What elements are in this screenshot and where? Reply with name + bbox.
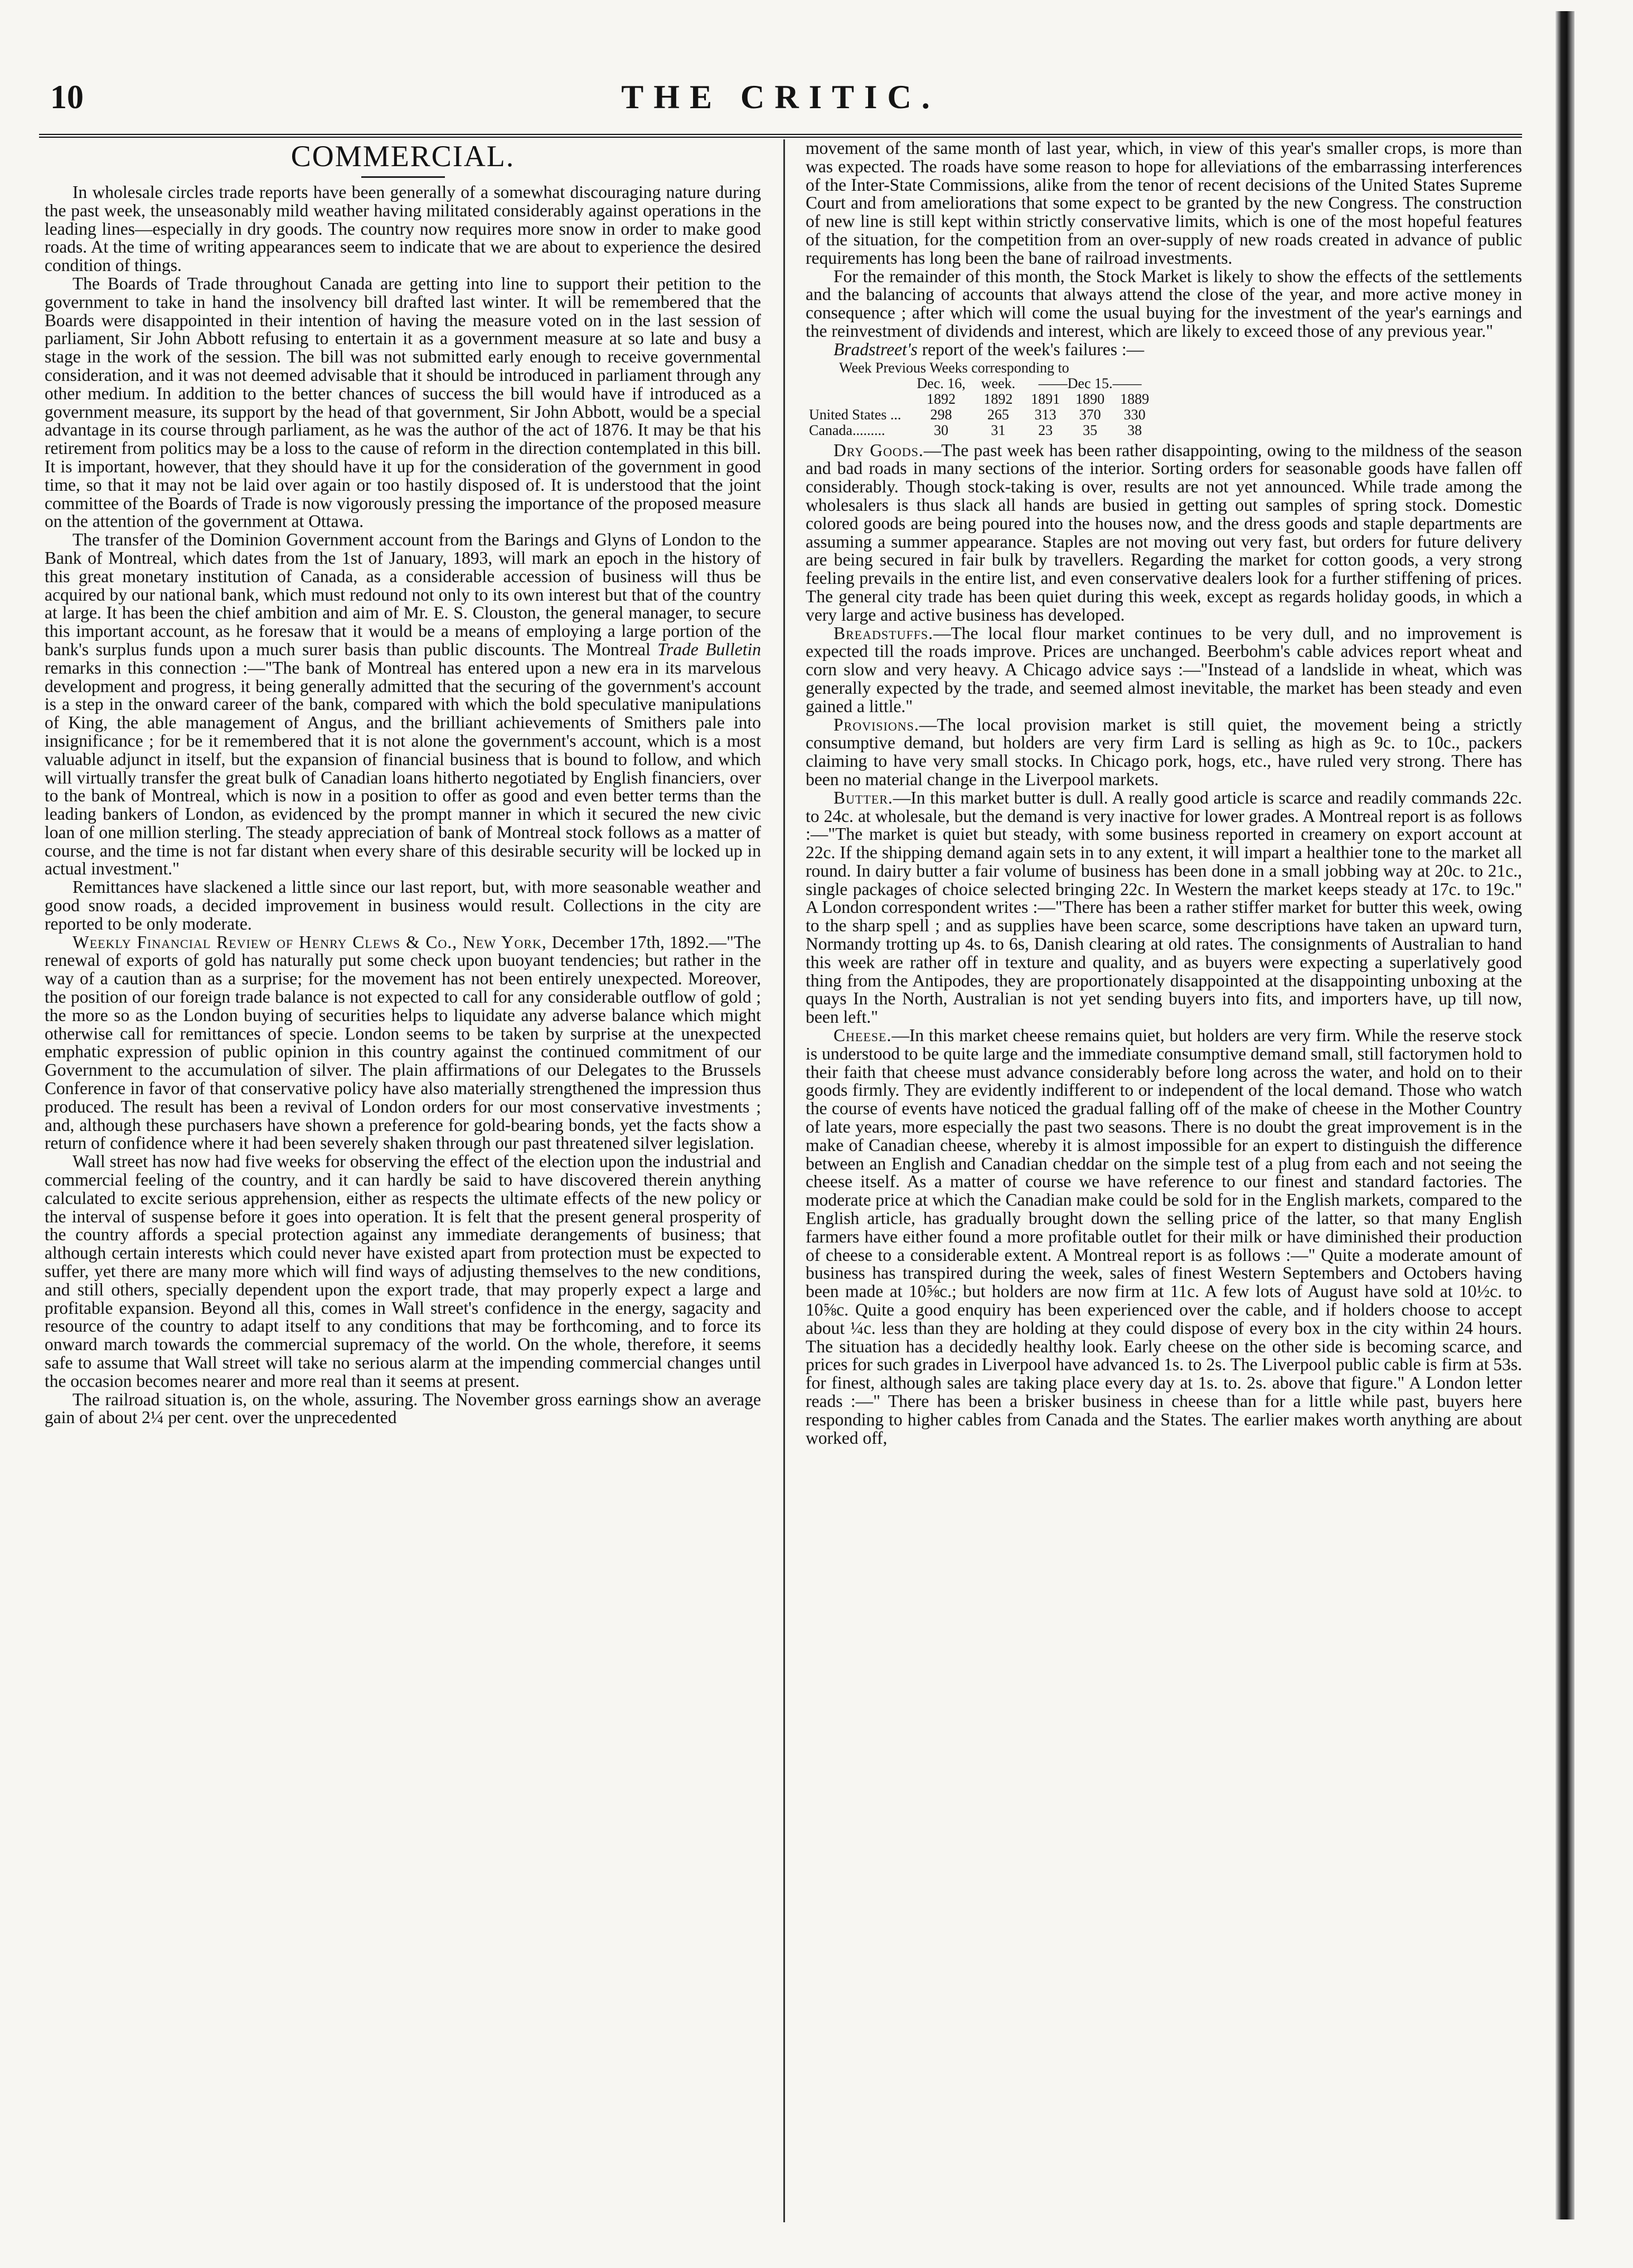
page-binding-edge bbox=[1556, 11, 1574, 2219]
subsection-head: Cheese. bbox=[834, 1026, 892, 1046]
table-subhead: Dec. 16, bbox=[917, 375, 966, 391]
paragraph bbox=[45, 531, 761, 878]
table-row-label: Canada......... bbox=[809, 422, 885, 438]
table-cell: 31 bbox=[991, 422, 1006, 438]
table-cell: 38 bbox=[1127, 422, 1142, 438]
left-column bbox=[45, 139, 761, 2222]
paragraph: Wall street has now had five weeks for observing the effect of the election upon the industrial and commercial feeling of the country, and it can hardly be said to have discovered therein anything calculated to excite serious apprehension, either as respects the ultimate effects of the new policy or the interval of suspense before it goes into operation. It is felt that the present general prosperity of the country affords a special protection against any immediate derangements of business; that although certain interests which could never have existed apart from protection must be expected to suffer, yet there are many more which will find ways of adjusting themselves to the new conditions, and still others, specially dependent upon the export trade, that may properly expect a large and profitable expansion. Beyond all this, comes in Wall street's confidence in the energy, sagacity and resource of the country to adapt itself to any conditions that may be forthcoming, and to force its onward march towards the commercial supremacy of the world. On the whole, therefore, it seems safe to assume that Wall street will take no serious alarm at the impending commercial changes until the occasion becomes nearer and more real than it seems at present. bbox=[45, 1152, 761, 1391]
table-subhead: ——Dec 15.—— bbox=[1038, 375, 1142, 391]
paragraph-breadstuffs bbox=[806, 625, 1522, 716]
subsection-head: Breadstuffs. bbox=[834, 623, 934, 643]
paragraph-dry-goods bbox=[806, 442, 1522, 625]
table-cell: 370 bbox=[1079, 406, 1101, 423]
paragraph-text: —The local provision market is still quiet, the movement being a strictly consumptive demand, but holders are very firm Lard is selling as high as 9c. to 10c., packers claiming to have very small stocks. In Chicago pork, hogs, etc., have ruled very strong. There has been no material change in the Liverpool markets. bbox=[806, 714, 1522, 789]
table-cell: 35 bbox=[1083, 422, 1098, 438]
failures-table-grid bbox=[809, 376, 1157, 438]
paragraph: In wholesale circles trade reports have been generally of a somewhat discouraging nature during the past week, the unseasonably mild weather having militated considerably against operations in the leading lines—especially in dry goods. The country now requires more snow in order to make good roads. At the time of writing appearances seem to indicate that we are about to experience the desired condition of things. bbox=[45, 182, 761, 275]
paragraph bbox=[45, 934, 761, 1153]
paragraph: Remittances have slackened a little since our last report, but, with more seasonable weather and good snow roads, a decided improvement in business would result. Collections in the city are reported to be only moderate. bbox=[45, 877, 761, 934]
publication-name: Trade Bulletin bbox=[657, 639, 761, 659]
table-year-row bbox=[809, 391, 1157, 407]
failures-table bbox=[806, 360, 1522, 438]
subsection-head: Dry Goods. bbox=[834, 440, 924, 460]
table-cell: 330 bbox=[1123, 406, 1146, 423]
paragraph-provisions bbox=[806, 716, 1522, 789]
paragraph-text: December 17th, 1892.—"The renewal of exports of gold has naturally put some check upon buoyant tendencies; but rather in the way of a caution than as a surprise; for the movement has not been entirely unexpected. Moreover, the position of our foreign trade balance is not expected to call for any considerable outflow of gold ; the more so as the London buying of securities helps to liquidate any adverse balance which might otherwise call for remittances of specie. London seems to be taken by surprise at the unexpected emphatic expression of public opinion in this country against the continued commitment of our Government to the accumulation of silver. The plain affirmations of our Delegates to the Brussels Conference in favor of that conservative policy have also materially strengthened the impression thus produced. The result has been a revival of London orders for our most conservative investments ; and, although these purchasers have shown a preference for gold-bearing bonds, yet the facts show a return of confidence where it had been severely shaken through our past threatened silver legislation. bbox=[45, 932, 761, 1153]
table-subhead: week. bbox=[981, 375, 1016, 391]
paragraph-text: —The past week has been rather disappointing, owing to the mildness of the season and bad roads in many sections of the interior. Sorting orders for seasonable goods have fallen off considerably. Though stock-taking is over, results are not yet announced. While trade among the wholesalers is thus slack all hands are busied in getting out samples of spring stock. Domestic colored goods are being poured into the houses now, and the dress goods and staple departments are assuming a summer appearance. Staples are not moving out very fast, but orders for future delivery are being secured in fair bulk by travellers. Regarding the market for cotton goods, a very strong feeling prevails in the entire list, and even conservative dealers look for a further stiffening of prices. The general city trade has been quiet during this week, except as regards holiday goods, in which a very large and active business has developed. bbox=[806, 440, 1522, 625]
table-cell: 23 bbox=[1038, 422, 1053, 438]
table-cell: 313 bbox=[1034, 406, 1057, 423]
subsection-head: Provisions. bbox=[834, 714, 919, 734]
table-row bbox=[809, 423, 1157, 438]
paragraph-text: —The local flour market continues to be very dull, and no improvement is expected till the roads improve. Prices are unchanged. Beerbohm's cable advices report wheat and corn slow and very heavy. A Chicago advice says :—"Instead of a landslide in wheat, which was generally expected by the trade, and seemed almost inevitable, the market has been steady and even gained a little." bbox=[806, 623, 1522, 716]
table-year: 1891 bbox=[1031, 390, 1060, 407]
table-row-label: United States ... bbox=[809, 406, 902, 423]
subsection-head: Butter. bbox=[834, 787, 893, 807]
paragraph-text: The transfer of the Dominion Government account from the Barings and Glyns of London to the Bank of Montreal, which dates from the 1st of January, 1893, will mark an epoch in the history of this great monetary institution of Canada, as a considerable accession of business will thus be acquired by our national bank, which must redound not only to its own interest but that of the country at large. It has been the chief ambition and aim of Mr. E. S. Clouston, the general manager, to secure this important account, as he foresaw that it would be a means of employing a large portion of the bank's surplus funds upon a much surer basis than public discounts. The Montreal bbox=[45, 530, 761, 659]
table-row bbox=[809, 407, 1157, 423]
table-cell: 30 bbox=[934, 422, 949, 438]
publication-name: Bradstreet's bbox=[834, 339, 918, 359]
section-title: COMMERCIAL. bbox=[290, 139, 515, 173]
table-cell: 265 bbox=[987, 406, 1009, 423]
paragraph bbox=[806, 341, 1522, 359]
table-year: 1892 bbox=[983, 390, 1013, 407]
section-title-rule bbox=[361, 176, 445, 178]
page-number: 10 bbox=[50, 79, 84, 115]
paragraph-text: —In this market cheese remains quiet, but holders are very firm. While the reserve stock is understood to be quite large and the immediate consumptive demand small, still factorymen hold to their faith that cheese must advance considerably before long across the water, and hold on to their goods firmly. They are evidently indifferent to or independent of the local demand. Those who watch the course of events have noticed the gradual falling off of the make of cheese in the Mother Country of late years, more especially the past two seasons. There is no doubt the great improvement is in the make of Canadian cheese, whereby it is almost impossible for an expert to distinguish the difference between an English and Canadian cheddar on the simple test of a plug from each and not seeing the cheese itself. As a matter of course we have reference to our finest and standard factories. The moderate price at which the Canadian make could be sold for in the English markets, compared to the English article, has gradually brought down the selling price of the latter, so that many English farmers have either found a more profitable outlet for their milk or have diminished their production of cheese to a considerable extent. A Montreal report is as follows :—" Quite a moderate amount of business has transpired during the week, sales of finest Western Septembers and Octobers having been made at 10⅝c.; but holders are now firm at 11c. A few lots of August have sold at 10½c. to 10⅝c. Quite a good enquiry has been experienced over the cable, and if holders choose to accept about ¼c. less than they are holding at they could dispose of every box in the city within 24 hours. The situation has a decidedly healthy look. Early cheese on the other side is becoming scarce, and prices for such grades in Liverpool have advanced 1s. to 2s. The Liverpool public cable is firm at 53s. for finest, although sales are taking place every day at 1s. to. 2s. above that figure." A London letter reads :—" There has been a brisker business in cheese than for a little while past, buyers here responding to higher cables from Canada and the States. The earlier makes worth anything are about worked off, bbox=[806, 1026, 1522, 1448]
table-subhead-row bbox=[809, 376, 1157, 391]
column-divider bbox=[783, 139, 785, 2222]
table-cell: 298 bbox=[930, 406, 952, 423]
table-year: 1890 bbox=[1075, 390, 1105, 407]
paragraph-cheese bbox=[806, 1027, 1522, 1447]
paragraph-text: report of the week's failures :— bbox=[917, 339, 1145, 359]
failures-table-caption: Week Previous Weeks corresponding to bbox=[839, 359, 1069, 376]
table-year: 1892 bbox=[927, 390, 956, 407]
paragraph-text: remarks in this connection :—"The bank of Montreal has entered upon a new era in its marvelous development and progress, it being generally admitted that the securing of the government's account is a step in the onward career of the bank, compared with which the bold speculative manipulations of King, the able management of Angus, and the brilliant achievements of Smithers pale into insignificance ; for be it remembered that it is not alone the government's account, which is a most valuable adjunct in itself, but the expansion of financial business that is bound to follow, and which will virtually transfer the great bulk of Canadian loans hitherto negotiated by English financiers, over to the bank of Montreal, which is now in a position to offer as good and even better terms than the leading bankers of London, as evidenced by the prompt manner in which it secured the new civic loan of one million sterling. The steady appreciation of bank of Montreal stock follows as a matter of course, and the time is not far distant when every share of this desirable security will be locked up in actual investment." bbox=[45, 657, 761, 879]
paragraph-butter bbox=[806, 789, 1522, 1027]
right-column bbox=[806, 139, 1522, 2222]
paragraph-lead: Weekly Financial Review of Henry Clews & Co., New York, bbox=[72, 932, 547, 952]
paragraph: For the remainder of this month, the Stock Market is likely to show the effects of the settlements and the balancing of accounts that always attend the close of the year, and more active money in consequence ; after which will come the usual buying for the investment of the year's earnings and the reinvestment of dividends and interest, which are likely to exceed those of any previous year." bbox=[806, 266, 1522, 341]
paragraph: The railroad situation is, on the whole, assuring. The November gross earnings show an average gain of about 2¼ per cent. over the unprecedented bbox=[45, 1389, 761, 1428]
table-year: 1889 bbox=[1120, 390, 1150, 407]
paragraph-text: —In this market butter is dull. A really good article is scarce and readily commands 22c. to 24c. at wholesale, but the demand is very inactive for lower grades. A Montreal report is as follows :—"The market is quiet but steady, with some business reported in creamery on export account at 22c. If the shipping demand again sets in to any extent, it will impart a healthier tone to the market all round. In dairy butter a fair volume of business has been done in a small jobbing way at 20c. to 21c., single packages of choice selected bringing 22c. In Western the market keeps steady at 17c. to 19c." A London correspondent writes :—"There has been a rather stiffer market for butter this week, owing to the sharp spell ; and as supplies have been scarce, some descriptions have taken an upward turn, Normandy trotting up 4s. to 6s, Danish clearing at old rates. The consignments of Australian to hand this week are rather off in texture and quality, and as buyers were expecting a superlatively good thing from the Antipodes, they are proportionately disappointed at the disappointing unboxing at the quays In the North, Australian is not yet sending buyers into fits, and importers have, up till now, been left." bbox=[806, 787, 1522, 1027]
paragraph: movement of the same month of last year, which, in view of this year's smaller crops, is more than was expected. The roads have some reason to hope for alleviations of the embarrassing interferences of the Inter-State Commissions, alike from the tenor of recent decisions of the United States Supreme Court and from ameliorations that some expect to be granted by the new Congress. The construction of new line is still kept within strictly conservative limits, which is one of the most hopeful features of the situation, for the competition from an over-supply of new roads created in advance of public requirements has long been the bane of railroad investments. bbox=[806, 139, 1522, 268]
masthead bbox=[39, 72, 1522, 138]
newspaper-title: THE CRITIC. bbox=[621, 79, 940, 115]
paragraph: The Boards of Trade throughout Canada are getting into line to support their petition to the government to take in hand the insolvency bill drafted last winter. It will be remembered that the Boards were disappointed in their intention of having the measure voted on in the last session of parliament, Sir John Abbott refusing to entertain it as a government measure at so late and busy a stage in the work of the session. The bill was not submitted early enough to receive governmental consideration, and it was not deemed advisable that it should be introduced in parliament through any other medium. In addition to the better chances of success the bill would have if introduced as a government measure, its support by the head of that government, Sir John Abbott, would be a special advantage in its course through parliament, as he was the author of the act of 1876. It may be that his retirement from politics may be a loss to the cause of reform in the direction contemplated in this bill. It is important, however, that they should have it up for the consideration of the government in good time, so that it may not be laid over again or too hastily disposed of. It is understood that the joint committee of the Boards of Trade is now vigorously pressing the importance of the proposed measure on the attention of the government at Ottawa. bbox=[45, 273, 761, 531]
